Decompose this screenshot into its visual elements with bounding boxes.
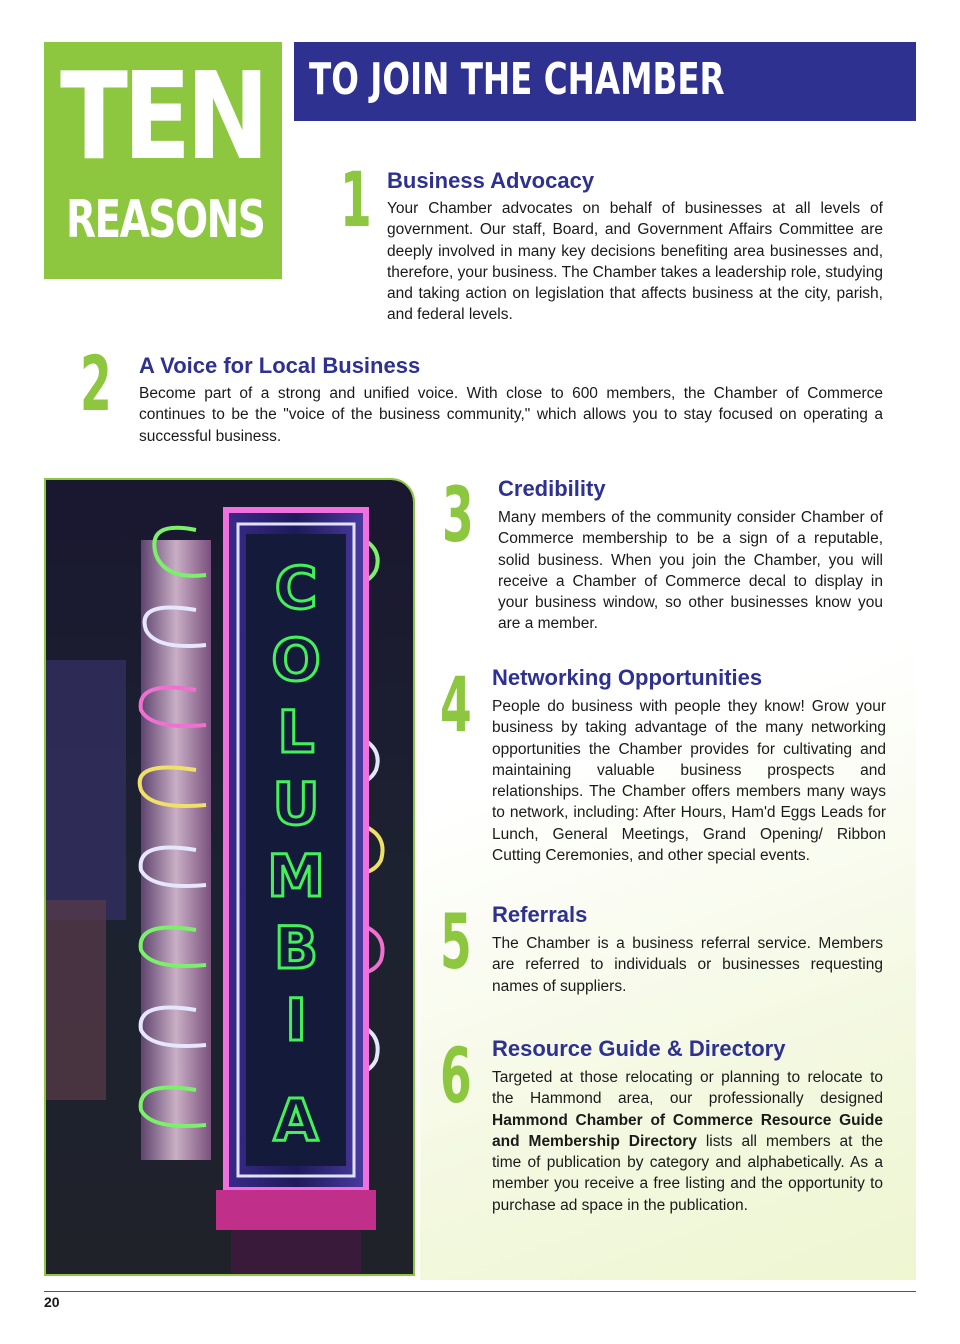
section-body: Many members of the community consider Chamber of Commerce membership to be a sign of a reputable, solid business. When you join the Chamber, you will receive a Chamber of Commerce decal to display in your business window, so other businesses know you are a member. <box>498 509 883 633</box>
section-number: 1 <box>340 155 372 244</box>
section-number: 3 <box>442 470 474 559</box>
sign-letter: C <box>274 554 318 622</box>
section-body: Your Chamber advocates on behalf of businesses at all levels of government. Our staff, Board, and Government Affairs Committee are deeply involved in many key decisions benefiting area businesses and, therefore, your business. The Chamber takes a leadership role, studying and taking action on legislation that affects business at the city, parish, and federal levels. <box>387 200 883 324</box>
section-number: 4 <box>440 660 472 749</box>
sign-letter: I <box>285 986 307 1054</box>
section-title: Business Advocacy <box>387 168 595 193</box>
sign-letter: B <box>273 914 319 982</box>
section-title: Referrals <box>492 902 588 927</box>
section-number: 6 <box>440 1031 472 1120</box>
section-number: 5 <box>440 897 472 986</box>
page-number: 20 <box>44 1294 60 1310</box>
sign-letter: O <box>271 626 321 694</box>
reasons-heading: REASONS <box>66 190 265 250</box>
section-title: A Voice for Local Business <box>139 353 421 378</box>
footer-divider <box>44 1291 916 1292</box>
section-number: 2 <box>80 339 112 428</box>
sign-letter: A <box>273 1086 319 1154</box>
neon-sign-illustration <box>46 480 413 1274</box>
section-body-text: lists all members at the time of publication by category and alphabetically. As a member you receive a free listing and the opportunity to purchase ad space in the publication. <box>492 1132 883 1214</box>
page-title: TO JOIN THE CHAMBER <box>309 54 725 105</box>
sign-letter: M <box>267 842 325 910</box>
section-title: Resource Guide & Directory <box>492 1036 786 1061</box>
section-body: The Chamber is a business referral service. Members are referred to individuals or businesses requesting names of suppliers. <box>492 935 883 995</box>
neon-sign-photo <box>44 478 415 1276</box>
section-body: Become part of a strong and unified voice. With close to 600 members, the Chamber of Commerce continues to be the "voice of the business community," which allows you to stay focused on operating a successful business. <box>139 385 883 445</box>
sign-letter: L <box>277 698 315 766</box>
ten-heading: TEN <box>60 48 265 187</box>
directory-name: Hammond Chamber of Commerce Resource Guide and Membership Directory <box>492 1111 883 1150</box>
section-body-text: Targeted at those relocating or planning to relocate to the Hammond area, our professionally designed <box>492 1069 883 1108</box>
section-body: People do business with people they know! Grow your business by taking advantage of the many networking opportunities the Chamber provides for cultivating and maintaining valuable business prospects and relationships. The Chamber offers members many ways to network, including: After Hours, Ham'd Eggs Leads for Lunch, General Meetings, Grand Opening/ Ribbon Cutting Ceremonies, and other special events. <box>492 698 886 865</box>
sign-letter: U <box>272 770 320 838</box>
section-title: Networking Opportunities <box>492 665 763 690</box>
section-body <box>492 1067 883 1216</box>
section-title: Credibility <box>498 476 606 501</box>
